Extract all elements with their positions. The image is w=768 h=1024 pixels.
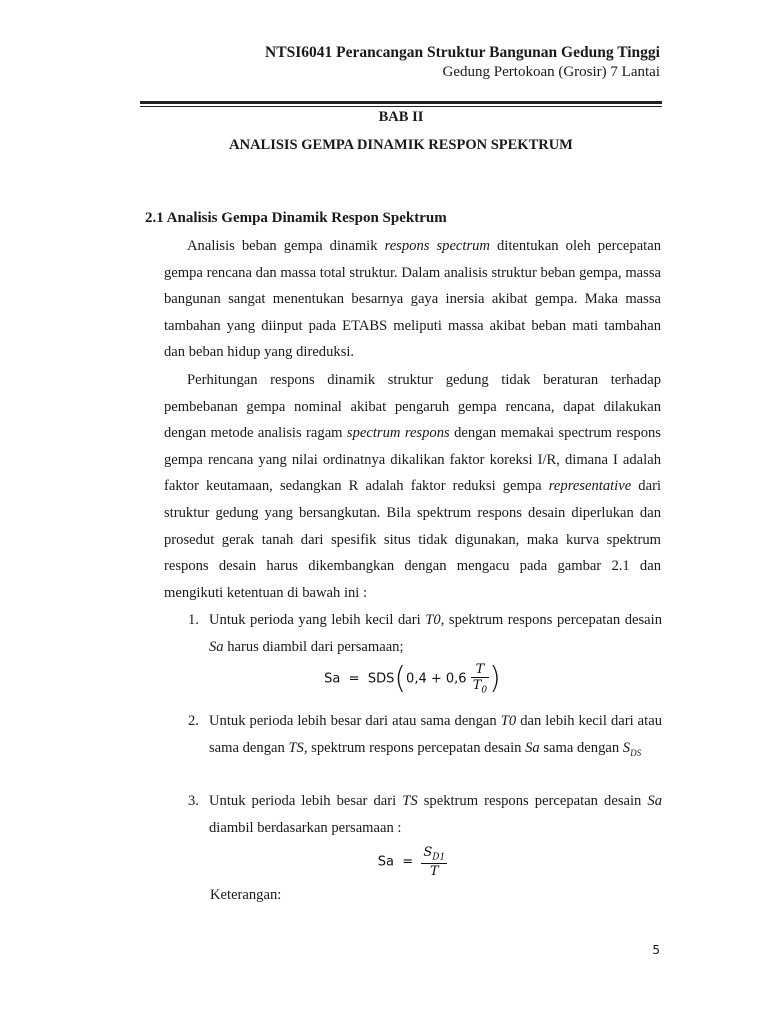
chapter-title: ANALISIS GEMPA DINAMIK RESPON SPEKTRUM	[229, 137, 573, 153]
header-rule-thick	[140, 101, 662, 104]
equation-sa-sd1: Sa = $\frac{S_{D1}}{T}$	[377, 845, 446, 879]
header-course-title: NTSI6041 Perancangan Struktur Bangunan Gedung Tinggi	[265, 44, 660, 61]
list-item: 3. Untuk perioda lebih besar dari TS spektrum respons percepatan desain Sa diambil berdasarkan persamaan :	[188, 793, 662, 836]
page-number: 5	[652, 943, 660, 957]
header-rule-thin	[140, 106, 662, 107]
keterangan-label: Keterangan:	[210, 887, 282, 903]
equation-sa-sds: Sa = SDS(0,4 + 0,6 $\frac{T}{T_0}$ )	[324, 660, 501, 696]
paragraph-2: Perhitungan respons dinamik struktur gedung tidak beraturan terhadap pembebanan gempa nominal akibat pengaruh gempa rencana, dapat dilakukan dengan metode analisis ragam spectrum respons dengan memakai spectrum respons gempa rencana yang nilai ordinatnya dikalikan faktor koreksi I/R, dimana I adalah faktor keutamaan, sedangkan R adalah faktor reduksi gempa representative dari struktur gedung yang bersangkutan. Bila spektrum respons desain diperlukan dan prosedut gerak tanah dari spesifik situs tidak digunakan, maka kurva spektrum respons desain harus dikembangkan dengan mengacu pada gambar 2.1 dan mengikuti ketentuan di bawah ini :	[164, 372, 661, 601]
section-heading: 2.1 Analisis Gempa Dinamik Respon Spektrum	[145, 210, 447, 226]
header-project-title: Gedung Pertokoan (Grosir) 7 Lantai	[442, 64, 660, 80]
list-item: 2. Untuk perioda lebih besar dari atau sama dengan T0 dan lebih kecil dari atau sama dengan TS, spektrum respons percepatan desain Sa sama dengan $S_{DS}$	[188, 713, 662, 758]
paragraph-1: Analisis beban gempa dinamik respons spectrum ditentukan oleh percepatan gempa rencana dan massa total struktur. Dalam analisis struktur beban gempa, massa bangunan sangat menentukan besarnya gaya inersia akibat gempa. Maka massa tambahan yang diinput pada ETABS meliputi massa akibat beban mati tambahan dan beban hidup yang direduksi.	[164, 238, 661, 361]
list-item: 1. Untuk perioda yang lebih kecil dari T0, spektrum respons percepatan desain Sa harus diambil dari persamaan;	[188, 612, 662, 655]
chapter-number: BAB II	[378, 109, 424, 125]
